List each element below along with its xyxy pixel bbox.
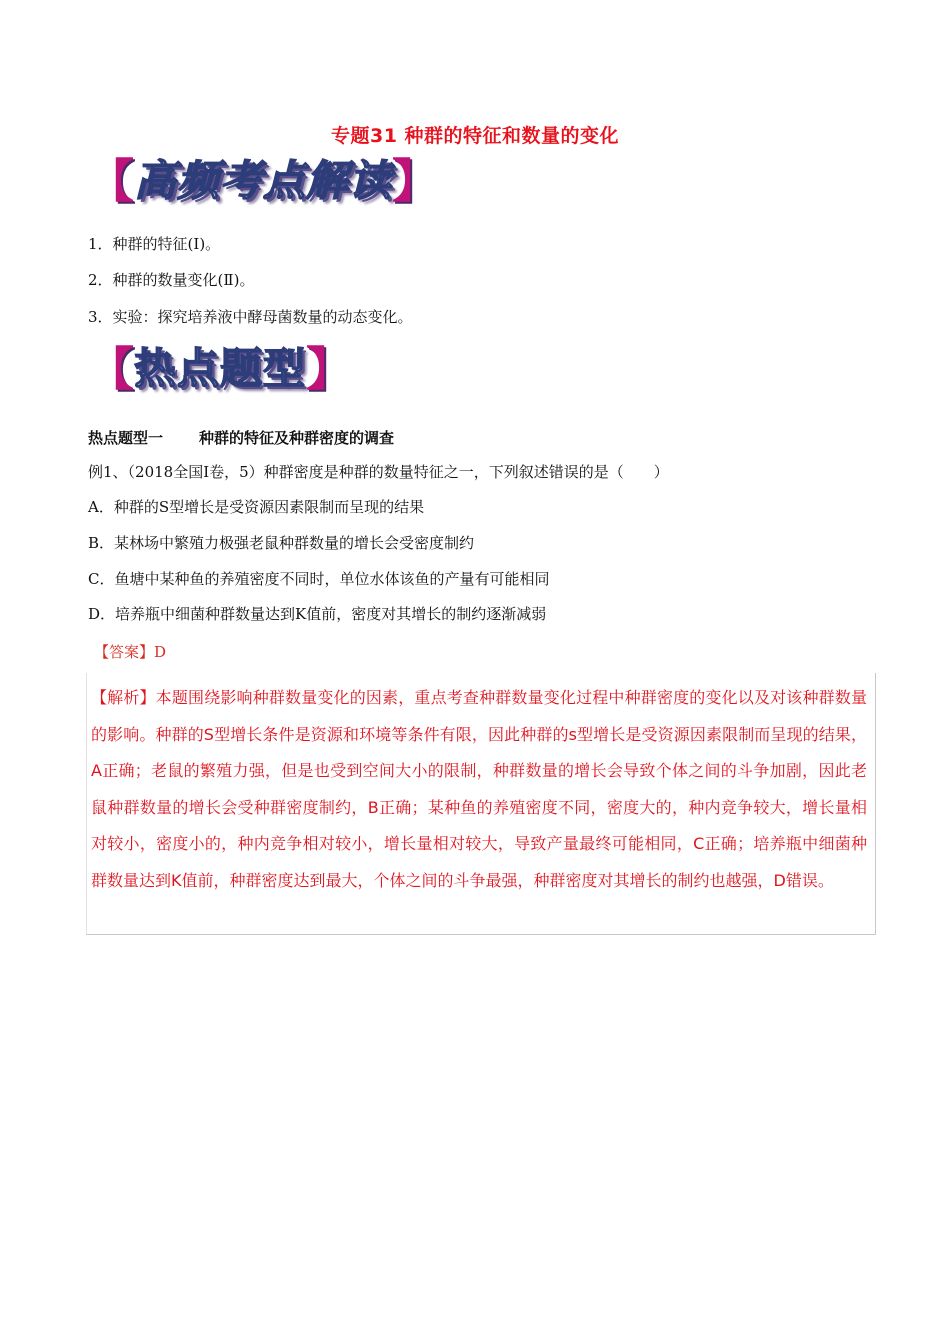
section-label: 热点题型一: [88, 429, 164, 447]
banner-right-bracket: 】: [306, 342, 353, 396]
banner-key-points: [88, 154, 439, 208]
key-point-3: 3．实验：探究培养液中酵母菌数量的动态变化。: [88, 308, 413, 326]
document-title: 专题31 种群的特征和数量的变化: [330, 125, 620, 147]
option-d: D．培养瓶中细菌种群数量达到K值前，密度对其增长的制约逐渐减弱: [88, 605, 547, 623]
section-heading: [88, 427, 394, 448]
banner-right-bracket: 】: [392, 154, 439, 208]
key-point-1: 1．种群的特征(Ⅰ)。: [88, 235, 221, 253]
option-a: A．种群的S型增长是受资源因素限制而呈现的结果: [88, 498, 425, 516]
banner-text: 热点题型: [134, 344, 307, 393]
option-b: B．某林场中繁殖力极强老鼠种群数量的增长会受密度制约: [88, 534, 475, 552]
option-c: C．鱼塘中某种鱼的养殖密度不同时，单位水体该鱼的产量有可能相同: [88, 570, 550, 588]
banner-hot-topics: [88, 342, 353, 396]
question-stem: 例1、（2018全国Ⅰ卷，5）种群密度是种群的数量特征之一，下列叙述错误的是（ ）: [88, 463, 669, 481]
section-title: 种群的特征及种群密度的调查: [199, 429, 395, 447]
banner-text: 高频考点解读: [134, 156, 393, 205]
banner-left-bracket: 【: [88, 154, 134, 208]
banner-left-bracket: 【: [88, 342, 134, 396]
analysis-box: [86, 673, 876, 935]
analysis-text: 【解析】本题围绕影响种群数量变化的因素，重点考查种群数量变化过程中种群密度的变化以及对该种群数量的影响。种群的S型增长条件是资源和环境等条件有限，因此种群的s型增长是受资源因素限制而呈现的结果，A正确；老鼠的繁殖力强，但是也受到空间大小的限制，种群数量的增长会导致个体之间的斗争加剧，因此老鼠种群数量的增长会受种群密度制约，B正确；某种鱼的养殖密度不同，密度大的，种内竞争较大，增长量相对较小，密度小的，种内竞争相对较小，增长量相对较大，导致产量最终可能相同，C正确；培养瓶中细菌种群数量达到K值前，种群密度达到最大，个体之间的斗争最强，种群密度对其增长的制约也越强，D错误。: [91, 688, 867, 890]
answer-text: 【答案】D: [94, 643, 167, 661]
key-point-2: 2．种群的数量变化(Ⅱ)。: [88, 271, 255, 289]
